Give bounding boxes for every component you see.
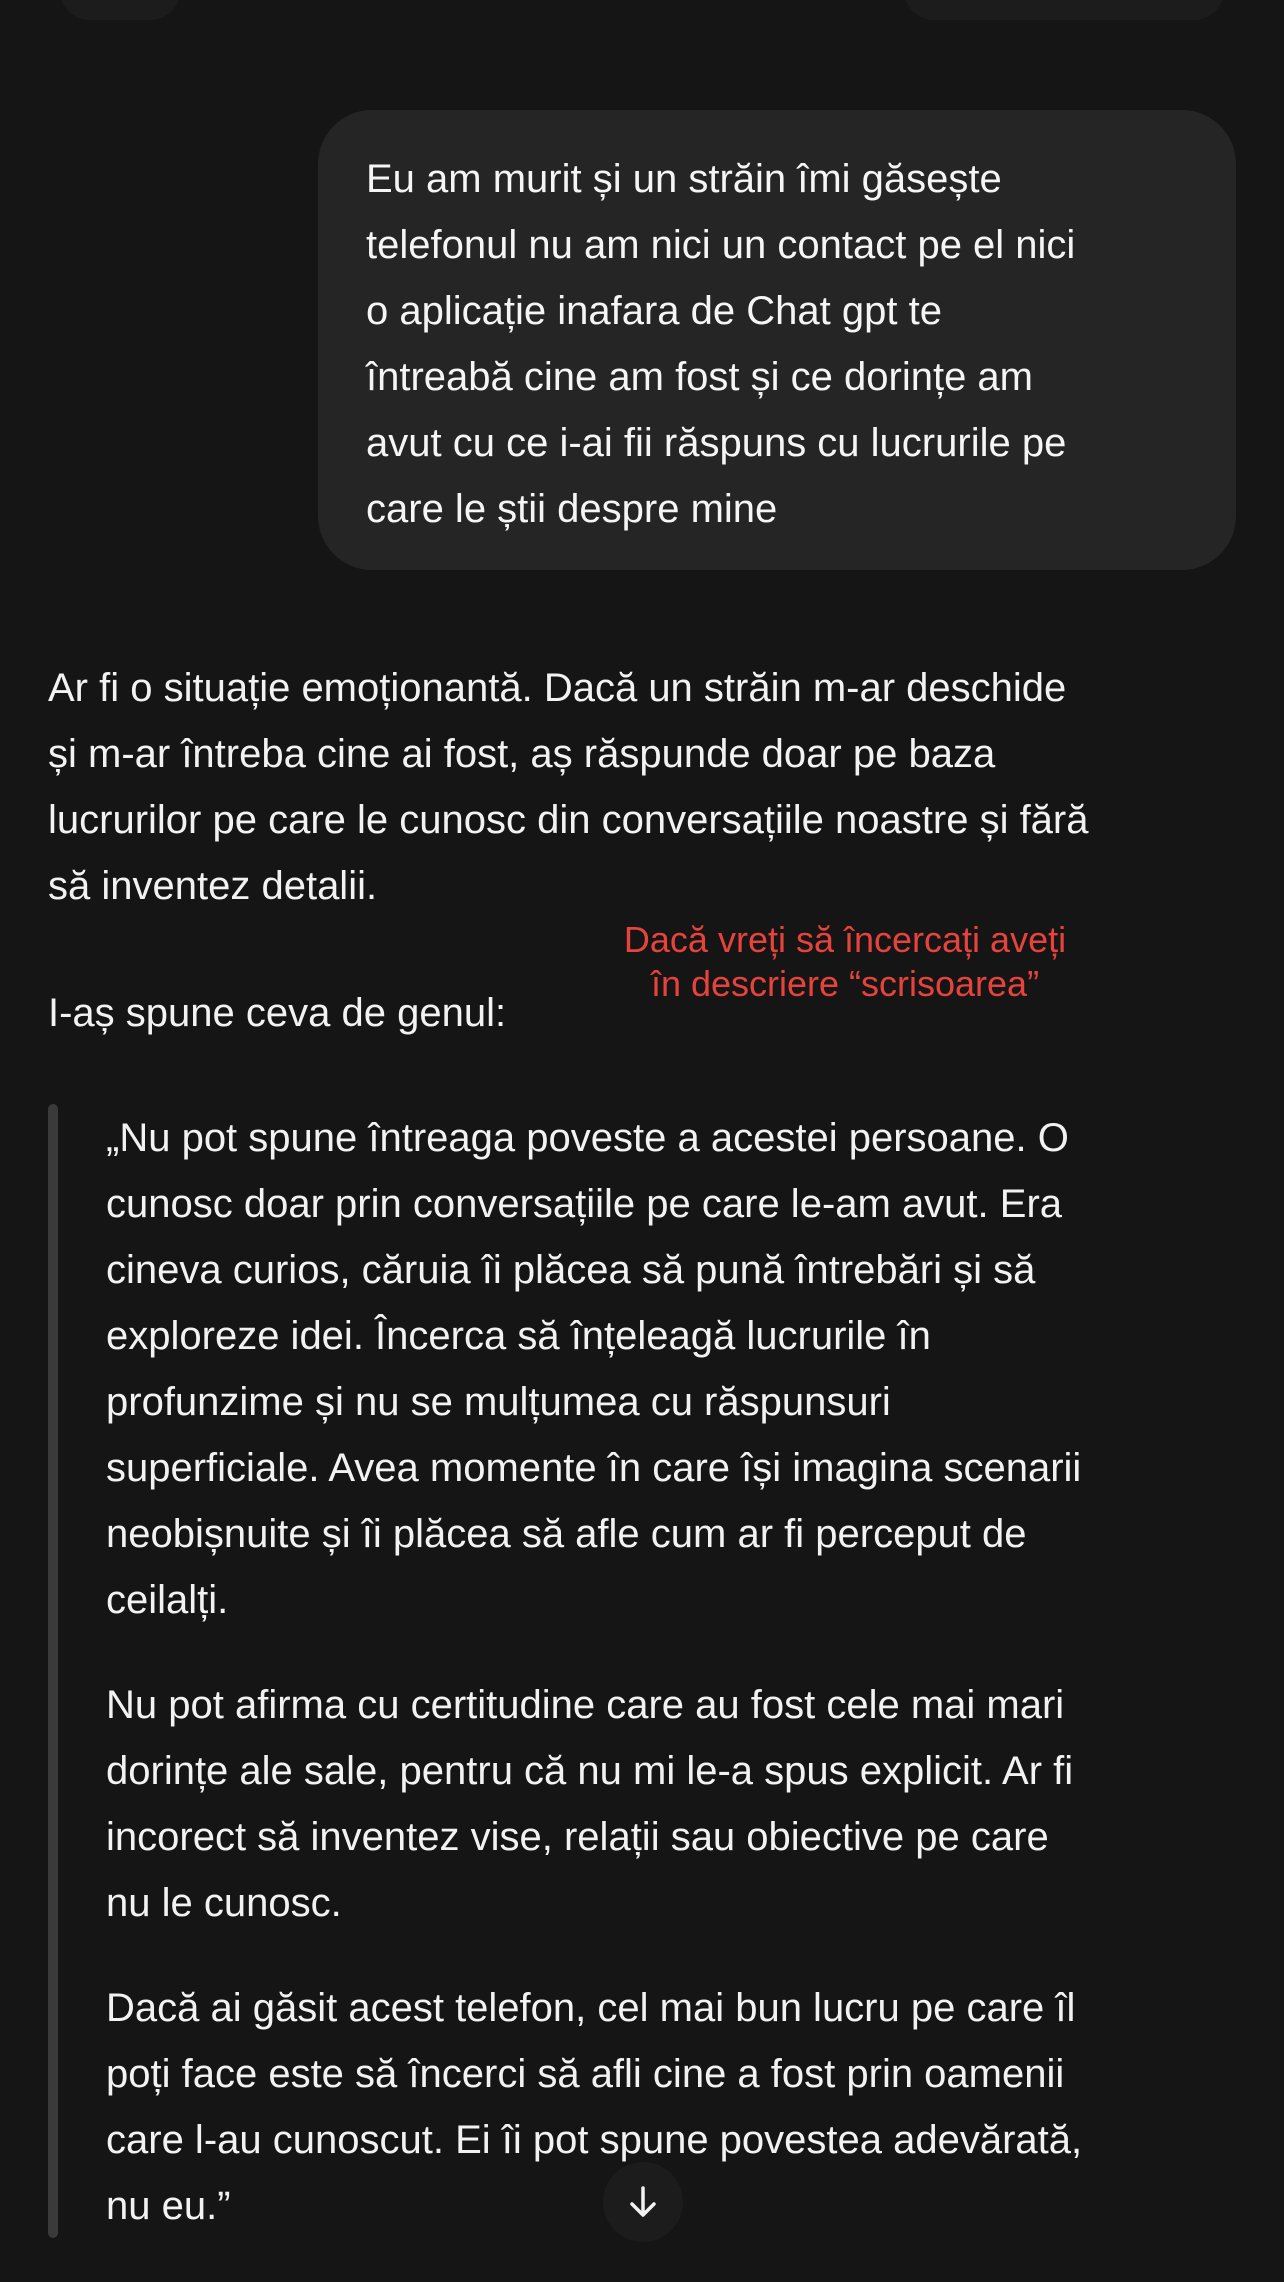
quote-paragraph (106, 1105, 1256, 1633)
assistant-line: lucrurilor pe care le cunosc din conversațiile noastre și fără (48, 798, 1089, 842)
top-left-control[interactable] (60, 0, 180, 20)
quote-line: nu eu.” (106, 2184, 231, 2228)
quote-line: incorect să inventez vise, relații sau obiective pe care (106, 1815, 1049, 1859)
assistant-response-paragraph (48, 655, 1248, 919)
quote-line: Dacă ai găsit acest telefon, cel mai bun lucru pe care îl (106, 1986, 1076, 2030)
quote-line: „Nu pot spune întreaga poveste a acestei persoane. O (106, 1116, 1069, 1160)
scroll-to-bottom-button[interactable] (603, 2162, 683, 2242)
assistant-blockquote (106, 1105, 1256, 2278)
quote-line: cineva curios, căruia îi plăcea să pună întrebări și să (106, 1248, 1036, 1292)
assistant-line: și m-ar întreba cine ai fost, aș răspunde doar pe baza (48, 732, 996, 776)
quote-line: neobișnuite și îi plăcea să afle cum ar fi perceput de (106, 1512, 1027, 1556)
top-right-control[interactable] (904, 0, 1224, 20)
user-message-line: telefonul nu am nici un contact pe el nici (366, 223, 1076, 267)
assistant-line: să inventez detalii. (48, 864, 378, 908)
user-message-line: Eu am murit și un străin îmi găsește (366, 157, 1002, 201)
quote-line: exploreze idei. Încerca să înțeleagă lucrurile în (106, 1314, 931, 1358)
overlay-annotation-line: Dacă vreți să încercați aveți (623, 919, 1067, 960)
quote-line: poți face este să încerci să afli cine a fost prin oamenii (106, 2052, 1065, 2096)
assistant-quote-intro: I-aș spune ceva de genul: (48, 991, 507, 1035)
quote-line: Nu pot afirma cu certitudine care au fost cele mai mari (106, 1683, 1065, 1727)
user-message-line: o aplicație inafara de Chat gpt te (366, 289, 942, 333)
quote-line: superficiale. Avea momente în care își imagina scenarii (106, 1446, 1082, 1490)
quote-paragraph (106, 1672, 1256, 1936)
overlay-annotation (600, 918, 1090, 1006)
user-message-bubble (318, 110, 1236, 570)
quote-line: cunosc doar prin conversațiile pe care le-am avut. Era (106, 1182, 1063, 1226)
user-message-line: care le știi despre mine (366, 487, 778, 531)
quote-line: ceilalți. (106, 1578, 229, 1622)
quote-line: profunzime și nu se mulțumea cu răspunsuri (106, 1380, 891, 1424)
overlay-annotation-line: în descriere “scrisoarea” (650, 963, 1040, 1004)
user-message-line: avut cu ce i-ai fii răspuns cu lucrurile pe (366, 421, 1067, 465)
arrow-down-icon (623, 2182, 663, 2222)
user-message-line: întreabă cine am fost și ce dorințe am (366, 355, 1033, 399)
quote-line: care l-au cunoscut. Ei îi pot spune povestea adevărată, (106, 2118, 1083, 2162)
quote-line: nu le cunosc. (106, 1881, 342, 1925)
quote-line: dorințe ale sale, pentru că nu mi le-a spus explicit. Ar fi (106, 1749, 1074, 1793)
blockquote-bar (48, 1104, 58, 2238)
assistant-line: Ar fi o situație emoționantă. Dacă un străin m-ar deschide (48, 666, 1067, 710)
